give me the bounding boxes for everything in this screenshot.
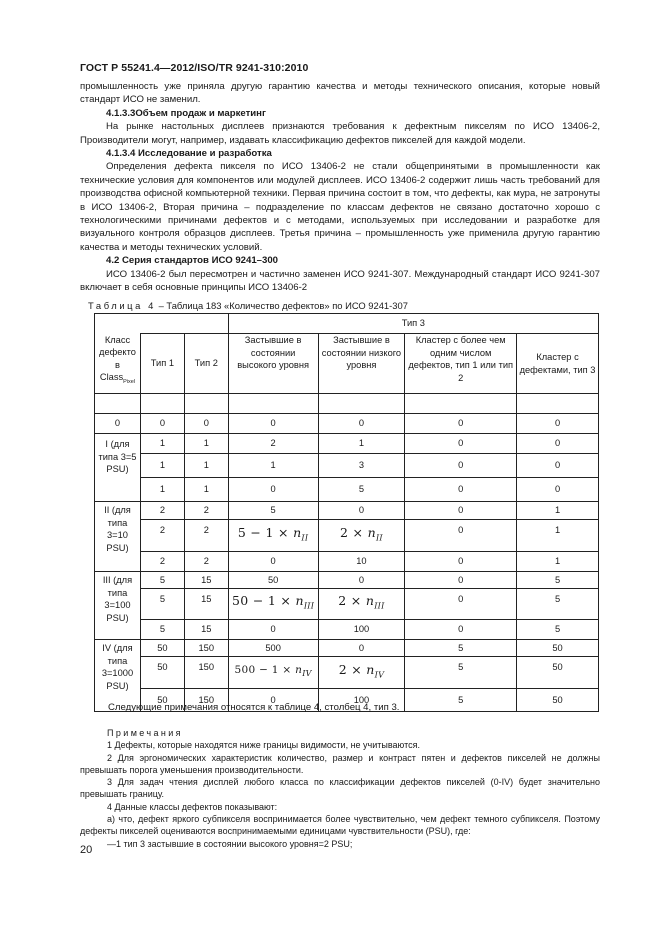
table-header-cluster-type3: Кластер с дефектами, тип 3: [517, 334, 599, 394]
table-cell: 0: [318, 502, 405, 520]
section-heading: 4.2 Серия стандартов ИСО 9241–300: [106, 255, 279, 267]
note-item: 1 Дефекты, которые находятся ниже границы видимости, не учитываются.: [107, 740, 420, 751]
table-cell: 5: [517, 572, 599, 589]
table-cell-class: III (для типа 3=100 PSU): [95, 572, 141, 640]
table-cell: 0: [405, 502, 517, 520]
table-cell: 0: [517, 454, 599, 478]
formula-symbol: n: [367, 524, 376, 540]
table-cell-class: I (для типа 3=5 PSU): [95, 434, 141, 502]
table-cell: 50: [228, 572, 318, 589]
formula-symbol: n: [295, 593, 304, 608]
table-cell: 5: [517, 589, 599, 620]
formula-symbol: n: [365, 593, 375, 608]
table-cell: 2: [140, 502, 184, 520]
table-header-class: [95, 334, 141, 394]
note-item: 3 Для задач чтения дисплей любого класса по классификации дефектов пикселей (0-IV) будет значительно превышать границу.: [80, 777, 600, 800]
formula-subscript: III: [303, 601, 315, 611]
table-cell: 50: [517, 689, 599, 712]
section-heading: 4.1.3.3Объем продаж и маркетинг: [106, 107, 266, 119]
table-cell: 0: [140, 414, 184, 434]
table-cell: 0: [405, 414, 517, 434]
table-cell-formula: [318, 589, 405, 620]
table-header-cluster-multi: Кластер с более чем одним числом дефектов, тип 1 или тип 2: [405, 334, 517, 394]
table-header-empty: [95, 314, 229, 334]
table-cell: 5: [228, 502, 318, 520]
table-cell: 0: [318, 414, 405, 434]
table-cell: 0: [405, 454, 517, 478]
table-cell: 50: [140, 657, 184, 689]
formula-subscript: III: [374, 601, 385, 611]
table-cell: 2: [184, 502, 228, 520]
table-cell: 0: [517, 434, 599, 454]
table-cell: 0: [228, 689, 318, 712]
table-cell: 5: [140, 620, 184, 640]
table-cell: 5: [517, 620, 599, 640]
table-cell: 0: [228, 552, 318, 572]
table-cell: 50: [140, 689, 184, 712]
table-spacer: [318, 394, 405, 414]
table-cell: 5: [318, 478, 405, 502]
table-header-stuck-high: Застывшие в состоянии высокого уровня: [228, 334, 318, 394]
table-spacer: [517, 394, 599, 414]
formula-stuck-low-iv: [339, 662, 384, 677]
table-cell-formula: [228, 589, 318, 620]
table-cell: 0: [517, 478, 599, 502]
table-cell: 5: [140, 589, 184, 620]
table-cell: 1: [517, 520, 599, 552]
table-header-type2: Тип 2: [184, 334, 228, 394]
table-cell-formula: [228, 657, 318, 689]
table-cell: 150: [184, 640, 228, 657]
table-cell: 0: [228, 478, 318, 502]
formula-symbol: n: [295, 664, 303, 677]
formula-symbol: n: [293, 524, 302, 540]
table-cell: 15: [184, 572, 228, 589]
paragraph: На рынке настольных дисплеев признаются требования к дефектным пикселям по ИСО 13406-2, Производители могут, например, издавать классификацию дефектов пикселей для каждой модели.: [80, 121, 600, 146]
table-cell: 15: [184, 589, 228, 620]
table-cell: 0: [517, 414, 599, 434]
section-heading: 4.1.3.4 Исследование и разработка: [106, 148, 272, 160]
table-cell: 2: [140, 520, 184, 552]
table-cell: 10: [318, 552, 405, 572]
note-item: 4 Данные классы дефектов показывают:: [107, 801, 278, 812]
table-caption-label: Таблица 4: [88, 300, 156, 311]
body-text: [80, 80, 600, 295]
table-spacer: [405, 394, 517, 414]
formula-subscript: IV: [374, 670, 385, 679]
formula-symbol: n: [366, 661, 375, 677]
table-cell-class: IV (для типа 3=1000 PSU): [95, 640, 141, 712]
paragraph: ИСО 13406-2 был пересмотрен и частично заменен ИСО 9241-307. Международный стандарт ИСО 9241-307 включает в себя основные принципы ИСО 13406-2: [80, 268, 600, 294]
table-cell: 100: [318, 620, 405, 640]
table-cell: 1: [517, 552, 599, 572]
formula-stuck-low-ii: [340, 525, 383, 540]
table-spacer: [95, 394, 141, 414]
table-cell-formula: [228, 520, 318, 552]
formula-text: 500 − 1 ×: [234, 664, 296, 677]
table-cell: 500: [228, 640, 318, 657]
table-cell: 1: [318, 434, 405, 454]
note-item: —1 тип 3 застывшие в состоянии высокого уровня=2 PSU;: [107, 838, 353, 849]
table-cell-formula: [318, 657, 405, 689]
table-cell: 0: [405, 572, 517, 589]
formula-stuck-high-iii: [232, 593, 315, 611]
table-cell: 1: [184, 434, 228, 454]
table-cell: 0: [405, 552, 517, 572]
formula-subscript: II: [375, 533, 383, 542]
note-item: а) что, дефект яркого субпикселя воспринимается более чувствительно, чем дефект темного субпикселя. Поэтому дефекты пикселей оцениваются воспринимаемыми единицами чувствительности (PSU), где:: [80, 814, 600, 837]
table-header-class-label: Класс дефекто в Class: [99, 334, 136, 382]
formula-text: 5 − 1 ×: [237, 524, 294, 540]
table-cell: 0: [184, 414, 228, 434]
document-header: ГОСТ Р 55241.4—2012/ISO/TR 9241-310:2010: [80, 62, 309, 74]
formula-stuck-high-ii: [238, 525, 308, 540]
table-header-stuck-low: Застывшие в состоянии низкого уровня: [318, 334, 405, 394]
table-cell-class: II (для типа 3=10 PSU): [95, 502, 141, 572]
table-cell: 0: [228, 414, 318, 434]
table-spacer: [228, 394, 318, 414]
table-cell: 150: [184, 657, 228, 689]
table-cell: 100: [318, 689, 405, 712]
table-header-type1: Тип 1: [140, 334, 184, 394]
table-cell: 50: [517, 640, 599, 657]
page-number: 20: [80, 844, 93, 856]
table-cell: 2: [184, 552, 228, 572]
table-spacer: [140, 394, 184, 414]
table-cell: 50: [140, 640, 184, 657]
paragraph: Определения дефекта пикселя по ИСО 13406-2 не стали общепринятыми в промышленности как технические условия для компонентов или модулей дисплеев. ИСО 13406-2 содержит лишь часть требований для производства офисной компьютерной техники. Первая причина состоит в том, что дефекты, как мура, не затронуты в ИСО 13406-2, Вторая причина – подразделение по классам дефектов не связано достаточно хорошо с технологическими причинами дефектов и с методами, используемых при исследовании и разработке для визуального контроля образцов дисплеев. Третья причина – промышленность уже применила другую гарантию качества и методы технических условий.: [80, 161, 600, 253]
table-cell: 0: [228, 620, 318, 640]
table-cell: 0: [318, 572, 405, 589]
table-cell: 5: [140, 572, 184, 589]
table-cell: 0: [405, 620, 517, 640]
table-cell: 1: [140, 434, 184, 454]
table-cell: 150: [184, 689, 228, 712]
notes-heading: Примечания: [107, 728, 183, 738]
table-cell: 50: [517, 657, 599, 689]
formula-stuck-low-iii: [338, 593, 385, 611]
note-item: 2 Для эргономических характеристик количество, размер и контраст пятен и дефектов пикселей не должны превышать порога уменьшения производительности.: [80, 752, 600, 775]
table-cell: 5: [405, 657, 517, 689]
table-cell: 2: [184, 520, 228, 552]
table-caption-text: – Таблица 183 «Количество дефектов» по ИСО 9241-307: [155, 300, 408, 311]
table-cell: 1: [228, 454, 318, 478]
table-cell: 2: [228, 434, 318, 454]
table-cell: 1: [140, 478, 184, 502]
table-cell: 1: [184, 454, 228, 478]
table-cell: 2: [140, 552, 184, 572]
paragraph: промышленность уже приняла другую гарантию качества и методы технического описания, которые новый стандарт ИСО не заменил.: [80, 81, 600, 106]
formula-subscript: IV: [302, 669, 312, 679]
table-caption: [88, 300, 408, 311]
table-spacer: [184, 394, 228, 414]
table-cell: 1: [517, 502, 599, 520]
formula-subscript: II: [301, 533, 309, 542]
table-cell: 15: [184, 620, 228, 640]
table-cell: 0: [405, 478, 517, 502]
formula-text: 2 ×: [338, 593, 366, 608]
notes-block: [80, 727, 600, 850]
table-cell: 0: [405, 434, 517, 454]
table-cell: 5: [405, 640, 517, 657]
formula-stuck-high-iv: [234, 664, 312, 679]
table-header-type3: Тип 3: [228, 314, 598, 334]
table-cell: 1: [140, 454, 184, 478]
table-header-class-sub: Pixel: [123, 378, 136, 385]
after-table-note: Следующие примечания относятся к таблице 4, столбец 4, тип 3.: [108, 702, 400, 713]
table-cell: 0: [405, 589, 517, 620]
table-cell: 0: [318, 640, 405, 657]
table-cell-class: 0: [95, 414, 141, 434]
table-cell: 1: [184, 478, 228, 502]
table-cell-formula: [318, 520, 405, 552]
formula-text: 2 ×: [338, 661, 367, 677]
formula-text: 2 ×: [340, 524, 368, 540]
table-cell: 3: [318, 454, 405, 478]
table-cell: 0: [405, 520, 517, 552]
table-cell: 5: [405, 689, 517, 712]
formula-text: 50 − 1 ×: [232, 593, 296, 608]
defects-table: [94, 313, 599, 712]
